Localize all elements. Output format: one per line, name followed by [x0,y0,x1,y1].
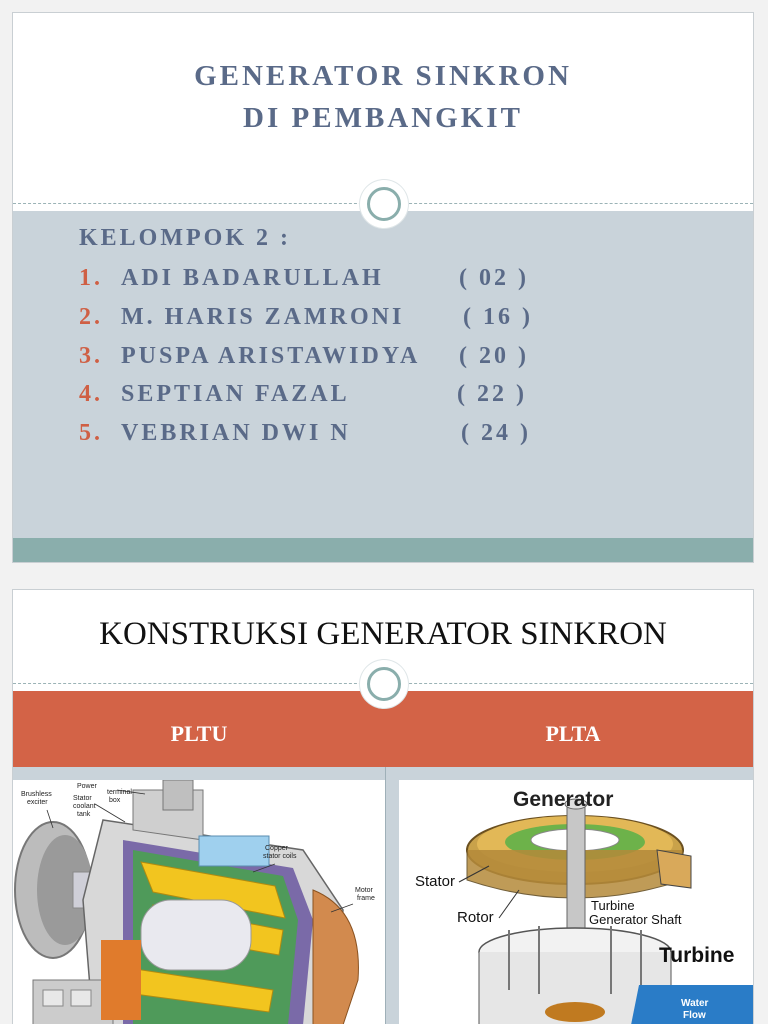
label-power-box: box [109,797,121,804]
member-number: 3. [79,343,103,369]
title-slide [12,12,754,563]
member-code: ( 16 ) [463,304,533,330]
footer-band [13,538,753,563]
label-turbine: Turbine [659,944,735,967]
title-line-2: DI PEMBANGKIT [243,102,523,134]
member-name: SEPTIAN FAZAL [121,381,350,407]
member-code: ( 24 ) [461,420,531,446]
member-code: ( 20 ) [459,343,529,369]
label-turbine-shaft-1: Turbine [591,898,635,913]
member-number: 4. [79,381,103,407]
label-motor: Motor [355,887,373,894]
construction-slide [12,589,754,1024]
column-header-plta: PLTA [545,721,601,746]
label-water: Water [681,998,709,1009]
slide-title [13,55,753,139]
group-label: KELOMPOK 2 : [79,225,291,251]
member-number: 1. [79,265,103,291]
pltu-generator-image [13,780,385,1024]
title-line-1: GENERATOR SINKRON [194,60,572,92]
member-name: ADI BADARULLAH [121,265,384,291]
circle-ornament-icon [360,180,408,228]
label-stator: Stator [415,873,456,890]
label-stator: Stator [73,795,92,802]
member-number: 2. [79,304,103,330]
plta-generator-diagram [399,780,754,1024]
label-flow: Flow [683,1010,706,1021]
label-copper: Copper [265,845,288,852]
label-rotor: Rotor [457,909,494,926]
label-power-terminal: terminal [107,789,132,796]
column-divider [385,767,386,1024]
label-coolant: coolant [73,803,96,810]
member-number: 5. [79,420,103,446]
member-code: ( 02 ) [459,265,529,291]
label-frame: frame [357,895,375,902]
label-tank: tank [77,811,91,818]
member-name: VEBRIAN DWI N [121,420,351,446]
label-generator: Generator [513,788,614,811]
slide-title: KONSTRUKSI GENERATOR SINKRON [99,616,667,652]
label-power: Power [77,783,97,790]
label-turbine-shaft-2: Generator Shaft [589,912,682,927]
pltu-generator-diagram [13,780,385,1024]
plta-generator-image [399,780,754,1024]
member-code: ( 22 ) [457,381,527,407]
member-name: M. HARIS ZAMRONI [121,304,405,330]
member-name: PUSPA ARISTAWIDYA [121,343,421,369]
column-header-pltu: PLTU [170,721,228,746]
circle-ornament-icon [360,660,408,708]
label-stator-coils: stator coils [263,853,297,860]
label-exciter: exciter [27,799,48,806]
label-brushless: Brushless [21,791,52,798]
